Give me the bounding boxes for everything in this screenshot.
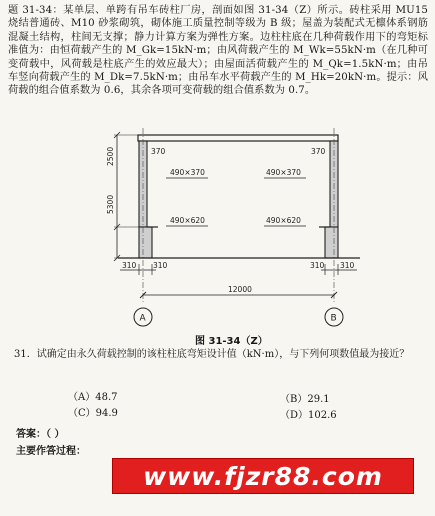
right-column-lower (325, 227, 338, 258)
roof-beam (138, 135, 338, 141)
option-d[interactable]: （D）102.6 (280, 410, 337, 421)
dim-370-left: 370 (151, 147, 166, 156)
problem-statement: 题 31-34：某单层、单跨有吊车砖柱厂房，剖面如图 31-34（Z）所示。砖柱采用 MU15 烧结普通砖、M10 砂浆砌筑，砌体施工质量控制等级为 B 级；屋盖为装配式无檩体系钢筋混凝土结构，柱间无支撑；静力计算方案为弹性方案。边柱柱底在几种荷载作用下的弯矩标准值为：由恒荷载产生的 M_Gk=15kN·m；由风荷载产生的 M_Wk=55kN·m（在几种可变荷载中，风荷载是柱底产生的效应最大）；由屋面活荷载产生的 M_Qk=1.5kN·m；由吊车竖向荷载产生的 M_Dk=7.5kN·m；由吊车水平荷载产生的 M_Hk=20kN·m。提示：风荷载的组合值系数为 0.6，其余各项可变荷载的组合值系数为 0.7。 (8, 5, 428, 97)
question-31-stem: 31．试确定由永久荷载控制的该柱柱底弯矩设计值（kN·m），与下列何项数值最为接近？ (14, 349, 410, 360)
dim-span-12000: 12000 (228, 285, 252, 294)
dim-5300: 5300 (106, 194, 115, 214)
section-lower-right: 490×620 (266, 216, 301, 225)
dim-310-b2: 310 (340, 261, 355, 270)
watermark-text: www.fjzr88.com (143, 461, 383, 491)
left-column-lower (139, 227, 152, 258)
option-a[interactable]: （A）48.7 (68, 392, 118, 403)
dim-310-a2: 310 (153, 261, 168, 270)
axis-b-label: B (330, 313, 337, 324)
work-steps-label: 主要作答过程： (16, 446, 86, 457)
dim-310-b1: 310 (310, 261, 325, 270)
watermark-banner (112, 458, 414, 494)
section-lower-left: 490×620 (170, 216, 205, 225)
figure-caption: 图 31-34（Z） (195, 336, 268, 347)
dim-310-a1: 310 (122, 261, 137, 270)
answer-blank[interactable]: 答案：（ ） (16, 429, 65, 440)
option-b[interactable]: （B）29.1 (280, 394, 330, 405)
section-upper-left: 490×370 (170, 168, 205, 177)
option-c[interactable]: （C）94.9 (68, 408, 118, 419)
dim-2500: 2500 (106, 146, 115, 166)
section-upper-right: 490×370 (266, 168, 301, 177)
axis-a-label: A (139, 313, 146, 324)
dim-370-right: 370 (311, 147, 326, 156)
